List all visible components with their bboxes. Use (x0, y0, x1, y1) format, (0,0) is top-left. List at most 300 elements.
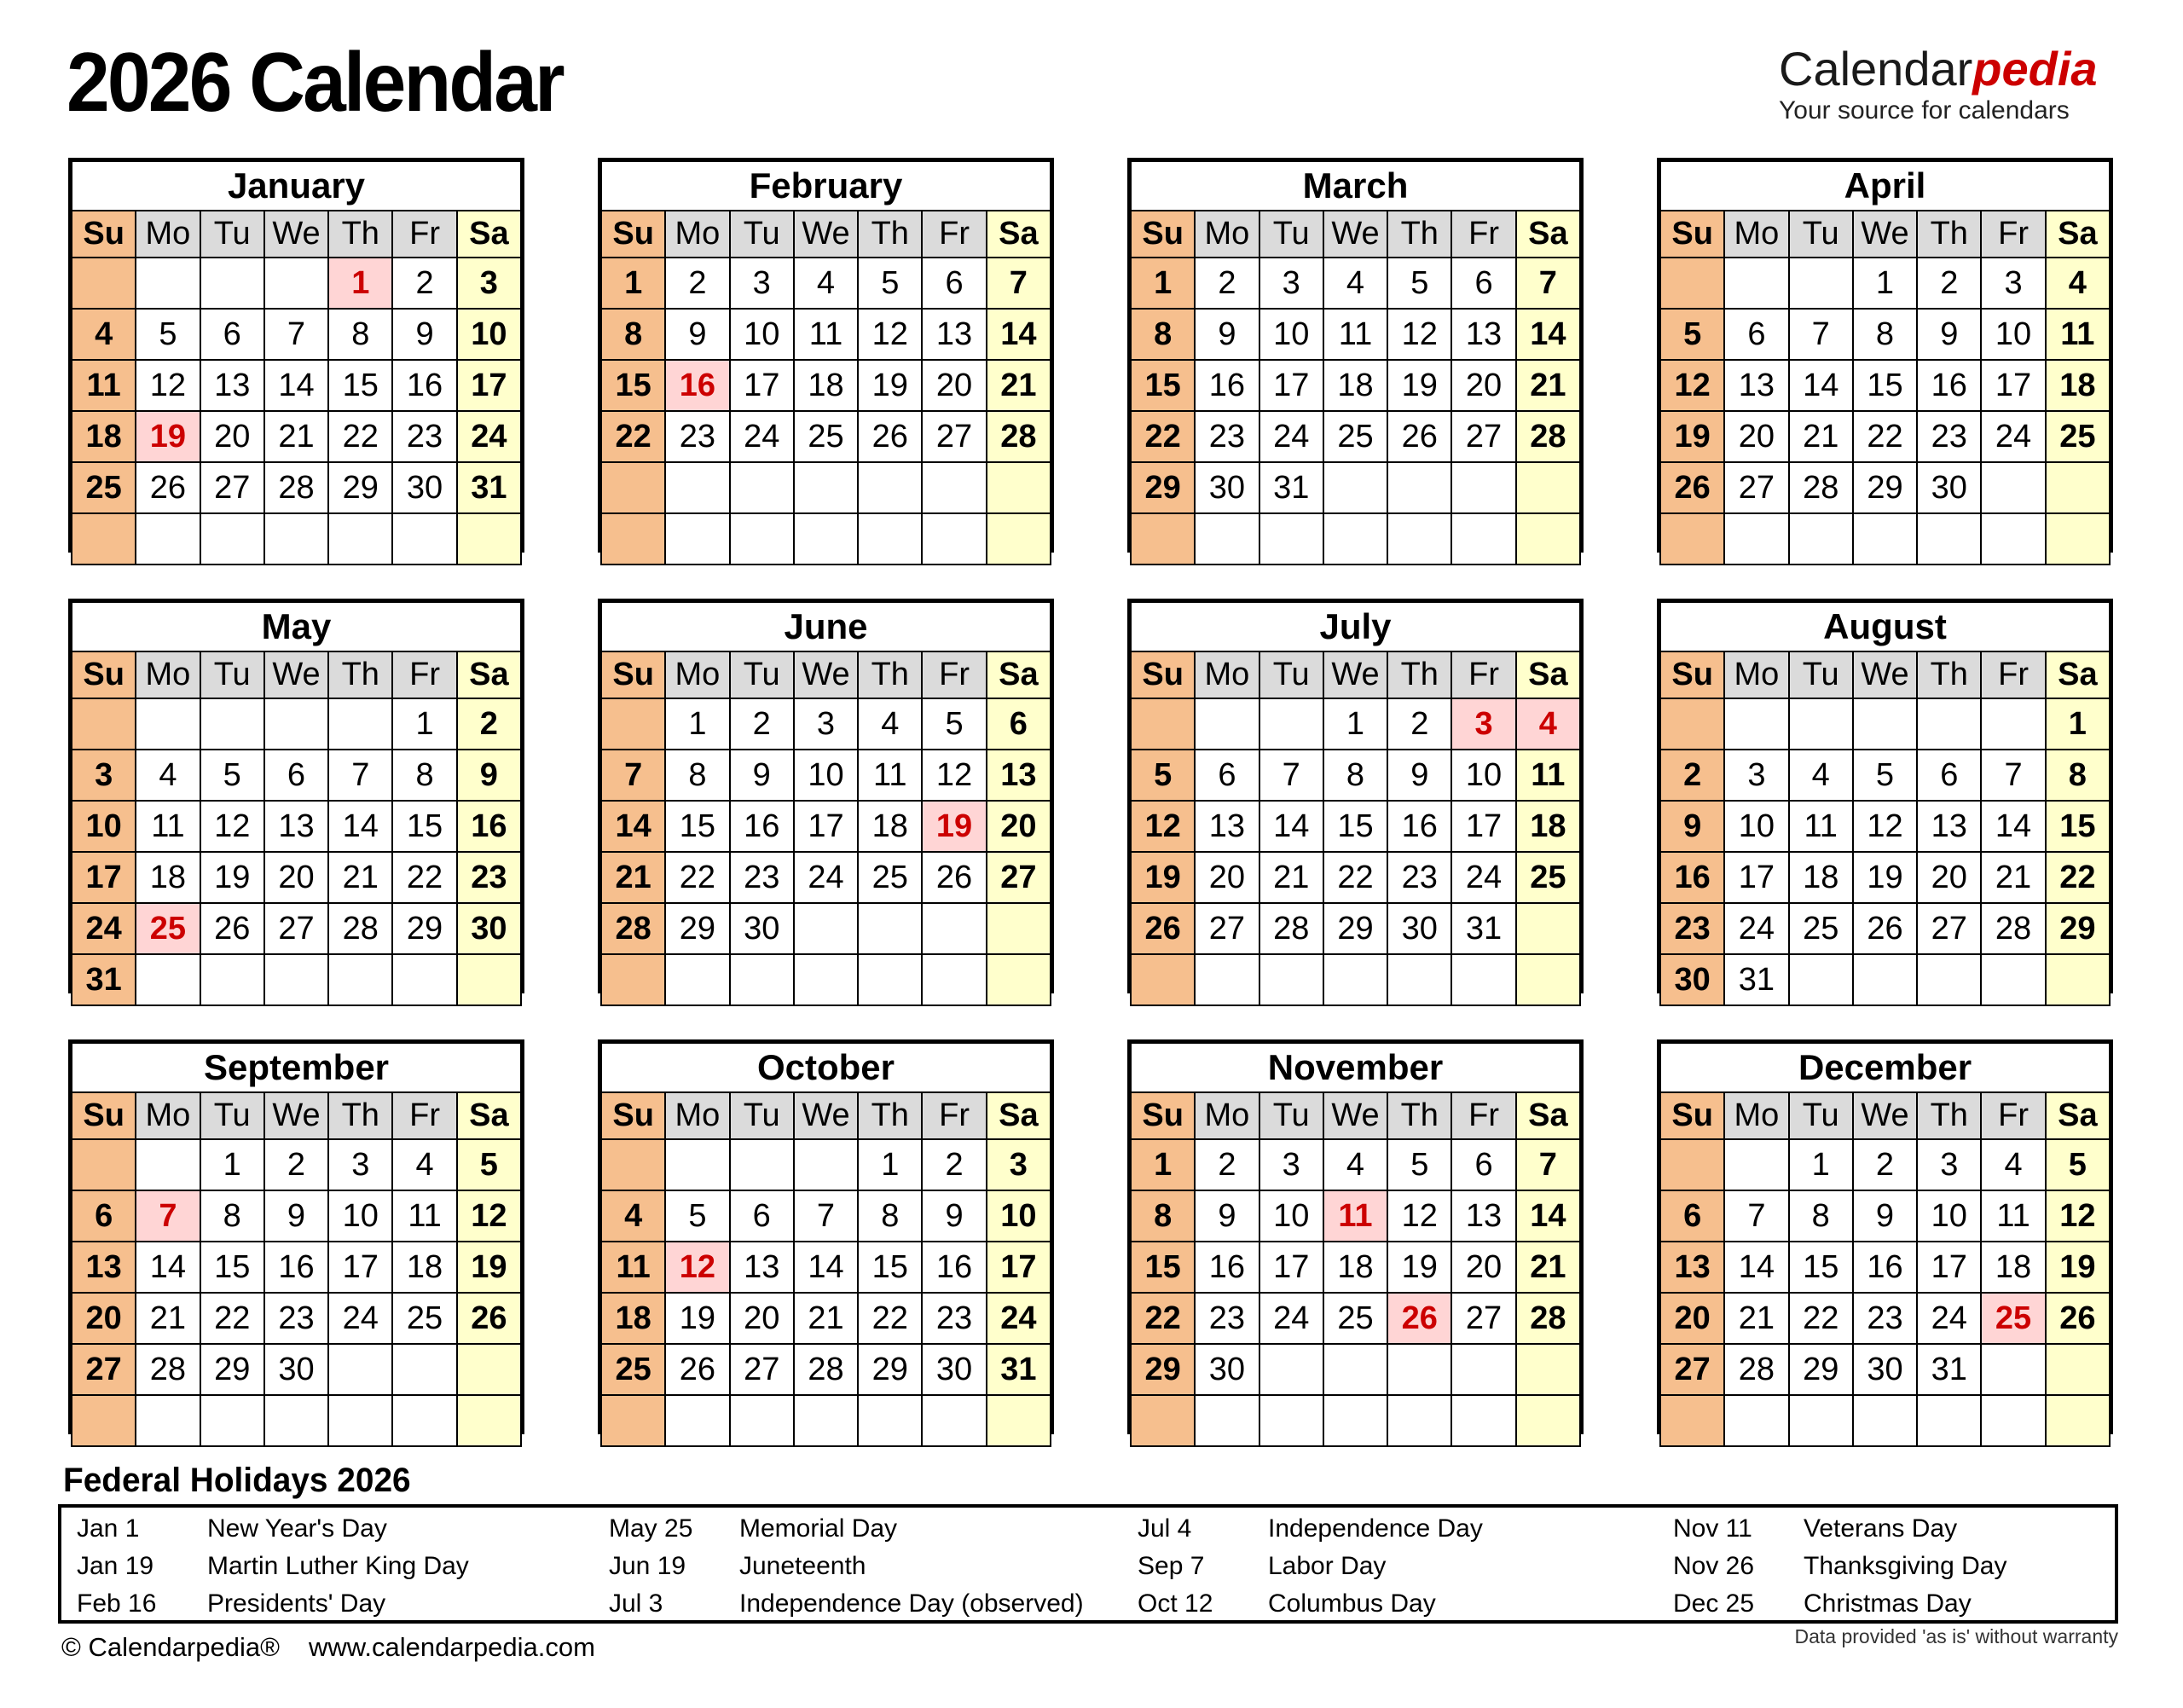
day-cell: 29 (1323, 903, 1387, 954)
day-cell: 25 (136, 903, 200, 954)
day-cell: 10 (1259, 1190, 1323, 1242)
day-cell-empty (200, 513, 264, 565)
day-cell: 29 (1853, 462, 1917, 513)
day-cell-empty (858, 903, 922, 954)
day-cell-empty (1131, 513, 1195, 565)
day-header-fr: Fr (392, 211, 456, 258)
day-header-fr: Fr (922, 211, 986, 258)
day-cell: 6 (264, 750, 328, 801)
day-cell: 22 (200, 1293, 264, 1344)
day-cell: 14 (1259, 801, 1323, 852)
day-cell-empty (136, 258, 200, 309)
day-cell-empty (1259, 1395, 1323, 1446)
day-cell: 11 (1789, 801, 1853, 852)
day-cell: 11 (136, 801, 200, 852)
day-cell: 9 (1387, 750, 1451, 801)
day-cell-empty (1323, 513, 1387, 565)
day-cell: 9 (922, 1190, 986, 1242)
day-cell: 14 (601, 801, 665, 852)
day-cell: 11 (2046, 309, 2110, 360)
day-cell: 20 (1195, 852, 1259, 903)
day-cell-empty (665, 1395, 729, 1446)
day-cell: 3 (328, 1139, 392, 1190)
day-cell: 6 (1917, 750, 1981, 801)
day-cell-empty (1387, 462, 1451, 513)
day-cell: 10 (1724, 801, 1788, 852)
day-cell: 8 (1323, 750, 1387, 801)
day-header-sa: Sa (1516, 651, 1580, 698)
day-cell: 12 (665, 1242, 729, 1293)
day-cell: 13 (922, 309, 986, 360)
holiday-date: Jul 3 (609, 1589, 663, 1618)
day-cell-empty (987, 513, 1051, 565)
day-cell: 2 (1387, 698, 1451, 750)
day-cell: 1 (200, 1139, 264, 1190)
day-cell: 5 (136, 309, 200, 360)
day-cell: 21 (136, 1293, 200, 1344)
day-cell: 12 (457, 1190, 521, 1242)
day-cell: 6 (922, 258, 986, 309)
day-cell: 17 (328, 1242, 392, 1293)
day-cell: 22 (1131, 411, 1195, 462)
day-cell: 27 (1451, 411, 1515, 462)
day-cell: 15 (665, 801, 729, 852)
day-cell: 5 (1660, 309, 1724, 360)
month-title: February (601, 161, 1051, 211)
day-cell-empty (1516, 954, 1580, 1005)
day-cell-empty (2046, 954, 2110, 1005)
day-cell: 8 (392, 750, 456, 801)
day-cell: 7 (1259, 750, 1323, 801)
holiday-name: Memorial Day (739, 1514, 898, 1543)
day-cell: 5 (1387, 1139, 1451, 1190)
day-cell: 29 (1131, 462, 1195, 513)
day-header-we: We (794, 651, 858, 698)
day-cell: 12 (1387, 1190, 1451, 1242)
day-cell: 19 (200, 852, 264, 903)
day-cell: 25 (601, 1344, 665, 1395)
day-cell-empty (1853, 954, 1917, 1005)
day-header-su: Su (601, 651, 665, 698)
day-cell: 18 (1323, 1242, 1387, 1293)
day-cell: 10 (1917, 1190, 1981, 1242)
day-cell: 27 (987, 852, 1051, 903)
day-cell: 16 (665, 360, 729, 411)
day-cell: 21 (1516, 360, 1580, 411)
day-cell-empty (1195, 954, 1259, 1005)
day-header-mo: Mo (665, 211, 729, 258)
day-cell: 19 (2046, 1242, 2110, 1293)
day-cell: 4 (72, 309, 136, 360)
day-cell: 23 (457, 852, 521, 903)
day-cell-empty (794, 462, 858, 513)
day-cell: 30 (1853, 1344, 1917, 1395)
page-title: 2026 Calendar (67, 35, 563, 129)
day-cell: 24 (72, 903, 136, 954)
holiday-date: Feb 16 (77, 1589, 157, 1618)
day-cell: 26 (1853, 903, 1917, 954)
day-cell: 20 (730, 1293, 794, 1344)
day-cell: 27 (922, 411, 986, 462)
day-cell: 2 (1917, 258, 1981, 309)
day-header-tu: Tu (1259, 211, 1323, 258)
day-cell: 25 (392, 1293, 456, 1344)
day-cell: 17 (987, 1242, 1051, 1293)
day-cell: 28 (1981, 903, 2045, 954)
day-cell-empty (1981, 1344, 2045, 1395)
holiday-entry (609, 1548, 1084, 1585)
holiday-entry (1673, 1585, 2006, 1623)
day-cell: 11 (72, 360, 136, 411)
holiday-column (1138, 1510, 1483, 1623)
day-header-su: Su (1131, 1092, 1195, 1139)
day-cell-empty (1660, 1139, 1724, 1190)
day-cell: 18 (601, 1293, 665, 1344)
day-cell: 8 (1131, 1190, 1195, 1242)
day-cell: 26 (200, 903, 264, 954)
day-cell-empty (136, 1139, 200, 1190)
holiday-name: Martin Luther King Day (207, 1552, 469, 1580)
day-cell: 28 (1516, 1293, 1580, 1344)
day-cell: 30 (1387, 903, 1451, 954)
day-cell: 12 (1660, 360, 1724, 411)
day-header-sa: Sa (2046, 211, 2110, 258)
day-cell: 25 (72, 462, 136, 513)
month-february (598, 158, 1054, 553)
day-header-we: We (264, 651, 328, 698)
month-title: September (72, 1043, 521, 1092)
day-cell: 13 (1195, 801, 1259, 852)
day-cell: 15 (200, 1242, 264, 1293)
month-title: March (1131, 161, 1580, 211)
day-cell: 23 (392, 411, 456, 462)
day-cell: 15 (858, 1242, 922, 1293)
day-cell: 6 (72, 1190, 136, 1242)
day-cell-empty (730, 513, 794, 565)
day-cell-empty (794, 513, 858, 565)
day-cell: 2 (730, 698, 794, 750)
day-cell-empty (1917, 1395, 1981, 1446)
holiday-entry (77, 1548, 469, 1585)
day-cell: 10 (72, 801, 136, 852)
day-cell: 27 (264, 903, 328, 954)
day-cell: 19 (457, 1242, 521, 1293)
month-november (1127, 1039, 1584, 1434)
day-cell: 4 (1323, 1139, 1387, 1190)
day-cell-empty (264, 258, 328, 309)
day-header-th: Th (328, 211, 392, 258)
day-cell: 25 (1323, 411, 1387, 462)
day-cell: 17 (72, 852, 136, 903)
day-cell: 16 (730, 801, 794, 852)
day-cell: 29 (665, 903, 729, 954)
holiday-entry (609, 1585, 1084, 1623)
day-cell: 19 (665, 1293, 729, 1344)
day-cell: 3 (730, 258, 794, 309)
day-header-tu: Tu (200, 651, 264, 698)
day-cell: 7 (794, 1190, 858, 1242)
day-cell-empty (665, 462, 729, 513)
day-cell: 21 (1259, 852, 1323, 903)
day-cell-empty (858, 462, 922, 513)
day-cell: 6 (1195, 750, 1259, 801)
holiday-entry (77, 1510, 469, 1548)
day-cell: 27 (730, 1344, 794, 1395)
day-cell-empty (922, 462, 986, 513)
day-cell-empty (200, 954, 264, 1005)
day-cell: 7 (136, 1190, 200, 1242)
day-cell-empty (987, 954, 1051, 1005)
day-cell: 7 (1789, 309, 1853, 360)
day-cell: 18 (1981, 1242, 2045, 1293)
day-cell: 22 (1323, 852, 1387, 903)
day-cell-empty (1323, 1344, 1387, 1395)
holiday-entry (1138, 1548, 1483, 1585)
holiday-name: Independence Day (1268, 1514, 1483, 1543)
day-cell-empty (987, 1395, 1051, 1446)
day-header-fr: Fr (1981, 651, 2045, 698)
day-cell: 8 (328, 309, 392, 360)
day-cell: 20 (922, 360, 986, 411)
holiday-name: Veterans Day (1804, 1514, 1958, 1543)
day-cell: 11 (1516, 750, 1580, 801)
day-cell: 12 (922, 750, 986, 801)
day-cell: 16 (1195, 1242, 1259, 1293)
day-cell: 8 (200, 1190, 264, 1242)
day-header-sa: Sa (2046, 1092, 2110, 1139)
day-header-tu: Tu (200, 1092, 264, 1139)
day-cell: 15 (1131, 1242, 1195, 1293)
day-cell-empty (72, 698, 136, 750)
day-cell: 5 (457, 1139, 521, 1190)
copyright-text: © Calendarpedia® (61, 1632, 280, 1662)
day-cell: 20 (264, 852, 328, 903)
day-cell-empty (457, 954, 521, 1005)
logo-text-calendar: Calendar (1779, 42, 1973, 96)
day-header-we: We (1323, 211, 1387, 258)
day-header-th: Th (328, 1092, 392, 1139)
month-title: January (72, 161, 521, 211)
day-cell: 21 (1789, 411, 1853, 462)
day-cell-empty (987, 462, 1051, 513)
day-cell: 14 (1981, 801, 2045, 852)
day-cell: 22 (2046, 852, 2110, 903)
day-cell: 23 (1660, 903, 1724, 954)
day-cell: 2 (457, 698, 521, 750)
day-cell-empty (1451, 462, 1515, 513)
day-cell: 4 (858, 698, 922, 750)
day-cell: 20 (200, 411, 264, 462)
day-header-th: Th (1917, 1092, 1981, 1139)
day-cell: 13 (1917, 801, 1981, 852)
day-cell-empty (264, 1395, 328, 1446)
day-cell: 26 (922, 852, 986, 903)
day-cell-empty (1131, 954, 1195, 1005)
day-cell: 9 (1917, 309, 1981, 360)
day-cell: 20 (1917, 852, 1981, 903)
day-cell: 26 (457, 1293, 521, 1344)
day-cell: 25 (1981, 1293, 2045, 1344)
day-cell-empty (1259, 954, 1323, 1005)
day-cell-empty (922, 513, 986, 565)
day-cell: 29 (328, 462, 392, 513)
day-cell: 9 (1853, 1190, 1917, 1242)
holiday-name: New Year's Day (207, 1514, 387, 1543)
day-cell: 18 (794, 360, 858, 411)
month-august (1657, 599, 2113, 998)
day-cell: 12 (200, 801, 264, 852)
day-cell-empty (665, 1139, 729, 1190)
day-cell: 24 (1451, 852, 1515, 903)
day-cell: 7 (328, 750, 392, 801)
day-cell: 17 (730, 360, 794, 411)
day-cell: 25 (858, 852, 922, 903)
day-header-su: Su (1131, 211, 1195, 258)
day-cell: 4 (1789, 750, 1853, 801)
day-cell: 29 (1131, 1344, 1195, 1395)
day-cell-empty (1853, 698, 1917, 750)
day-cell: 4 (1516, 698, 1580, 750)
day-cell: 15 (1323, 801, 1387, 852)
day-cell: 16 (1660, 852, 1724, 903)
day-cell-empty (328, 1395, 392, 1446)
day-cell: 18 (136, 852, 200, 903)
day-cell: 21 (1724, 1293, 1788, 1344)
day-cell: 13 (730, 1242, 794, 1293)
day-cell: 4 (1323, 258, 1387, 309)
day-cell: 12 (1131, 801, 1195, 852)
day-cell: 15 (601, 360, 665, 411)
day-header-su: Su (72, 651, 136, 698)
day-cell: 27 (200, 462, 264, 513)
day-cell-empty (1724, 1395, 1788, 1446)
day-cell: 11 (392, 1190, 456, 1242)
day-cell-empty (2046, 513, 2110, 565)
day-cell: 8 (858, 1190, 922, 1242)
day-header-fr: Fr (392, 651, 456, 698)
day-cell: 24 (1981, 411, 2045, 462)
day-cell: 7 (264, 309, 328, 360)
day-header-sa: Sa (457, 211, 521, 258)
day-cell-empty (1516, 1395, 1580, 1446)
day-header-we: We (1323, 651, 1387, 698)
day-cell: 20 (1451, 360, 1515, 411)
day-cell-empty (72, 513, 136, 565)
day-cell: 7 (1516, 258, 1580, 309)
day-cell: 20 (987, 801, 1051, 852)
day-cell: 9 (1195, 309, 1259, 360)
day-cell: 23 (264, 1293, 328, 1344)
day-cell: 18 (2046, 360, 2110, 411)
day-cell: 25 (794, 411, 858, 462)
logo-text-pedia: pedia (1972, 42, 2098, 96)
day-cell: 13 (264, 801, 328, 852)
day-cell: 29 (392, 903, 456, 954)
day-header-su: Su (1660, 211, 1724, 258)
federal-holidays-box (58, 1504, 2118, 1624)
day-header-mo: Mo (1724, 1092, 1788, 1139)
day-cell: 14 (1516, 309, 1580, 360)
day-cell-empty (1853, 513, 1917, 565)
day-cell: 28 (987, 411, 1051, 462)
holiday-column (1673, 1510, 2006, 1623)
day-cell: 12 (136, 360, 200, 411)
day-cell: 16 (1917, 360, 1981, 411)
holiday-date: Dec 25 (1673, 1589, 1755, 1618)
day-cell: 27 (1660, 1344, 1724, 1395)
day-cell-empty (794, 1395, 858, 1446)
day-cell: 30 (392, 462, 456, 513)
day-cell: 25 (2046, 411, 2110, 462)
day-cell: 14 (136, 1242, 200, 1293)
day-cell: 2 (1660, 750, 1724, 801)
day-header-sa: Sa (457, 1092, 521, 1139)
day-cell-empty (1516, 462, 1580, 513)
day-header-we: We (794, 1092, 858, 1139)
day-cell-empty (200, 258, 264, 309)
day-cell: 26 (1131, 903, 1195, 954)
day-cell-empty (1789, 954, 1853, 1005)
day-cell: 19 (1387, 360, 1451, 411)
day-cell: 18 (858, 801, 922, 852)
day-cell: 15 (392, 801, 456, 852)
day-cell: 7 (1516, 1139, 1580, 1190)
day-header-sa: Sa (2046, 651, 2110, 698)
day-cell: 27 (1917, 903, 1981, 954)
day-cell: 27 (1724, 462, 1788, 513)
holiday-date: Jan 1 (77, 1514, 140, 1543)
day-header-tu: Tu (1789, 651, 1853, 698)
holiday-entry (77, 1585, 469, 1623)
day-cell-empty (72, 258, 136, 309)
day-cell-empty (1981, 954, 2045, 1005)
day-cell: 24 (457, 411, 521, 462)
day-cell: 22 (665, 852, 729, 903)
day-cell: 17 (1981, 360, 2045, 411)
day-cell: 11 (794, 309, 858, 360)
day-cell-empty (794, 1139, 858, 1190)
day-cell-empty (328, 954, 392, 1005)
day-cell: 3 (1981, 258, 2045, 309)
holiday-date: Oct 12 (1138, 1589, 1213, 1618)
day-cell: 31 (987, 1344, 1051, 1395)
day-cell: 1 (1131, 258, 1195, 309)
day-cell: 16 (457, 801, 521, 852)
day-header-sa: Sa (987, 211, 1051, 258)
day-cell: 10 (987, 1190, 1051, 1242)
day-cell: 8 (665, 750, 729, 801)
day-cell: 31 (457, 462, 521, 513)
day-cell: 4 (136, 750, 200, 801)
month-september (68, 1039, 524, 1434)
day-cell-empty (457, 1344, 521, 1395)
day-cell: 19 (136, 411, 200, 462)
day-cell: 30 (1917, 462, 1981, 513)
day-cell-empty (1451, 954, 1515, 1005)
day-header-su: Su (601, 211, 665, 258)
day-cell: 14 (328, 801, 392, 852)
day-cell: 2 (922, 1139, 986, 1190)
day-cell: 21 (1981, 852, 2045, 903)
day-cell: 14 (264, 360, 328, 411)
day-header-we: We (264, 211, 328, 258)
holiday-date: Nov 11 (1673, 1514, 1752, 1543)
day-cell-empty (987, 903, 1051, 954)
day-header-tu: Tu (730, 1092, 794, 1139)
day-cell-empty (1853, 1395, 1917, 1446)
day-cell: 12 (1387, 309, 1451, 360)
website-link[interactable]: www.calendarpedia.com (308, 1632, 595, 1662)
